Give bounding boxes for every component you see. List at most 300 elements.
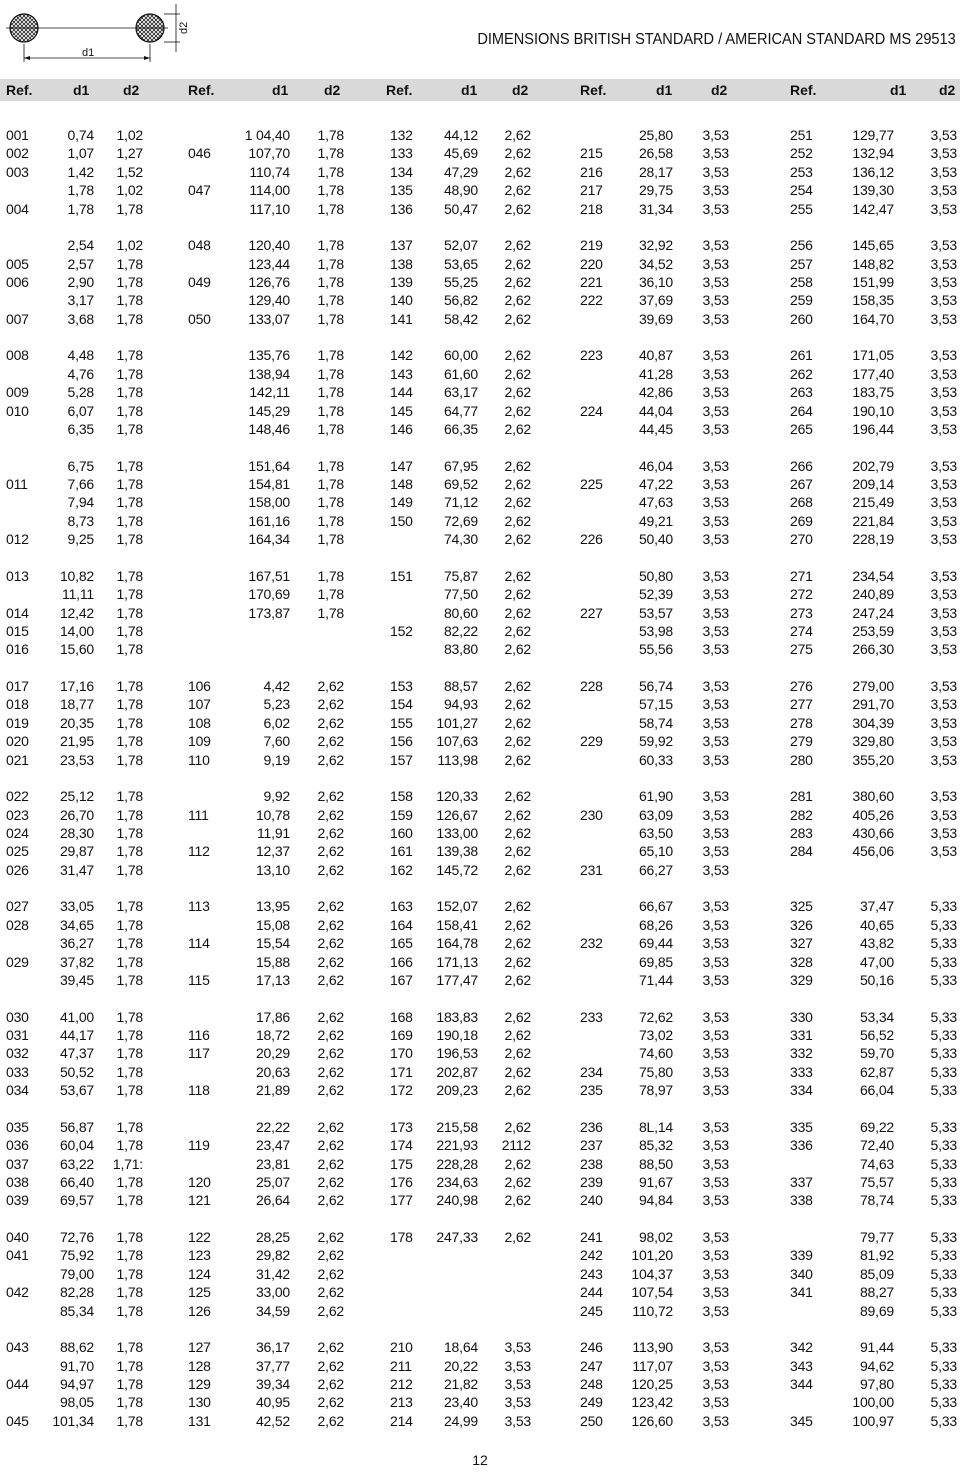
table-cell: 339 bbox=[790, 1247, 813, 1264]
dimensions-table bbox=[0, 126, 960, 1446]
table-cell: 147 bbox=[390, 457, 413, 474]
table-cell: 017 bbox=[6, 678, 29, 694]
column-header: Ref. bbox=[790, 82, 817, 98]
table-row bbox=[0, 163, 960, 181]
column-header: Ref. bbox=[188, 82, 215, 98]
table-cell: 1,78 bbox=[116, 696, 143, 713]
table-cell: 1,78 bbox=[116, 512, 143, 529]
table-cell: 25,12 bbox=[59, 788, 94, 805]
table-cell: 1,71: bbox=[112, 1155, 143, 1172]
table-cell: 5,33 bbox=[930, 935, 957, 952]
table-cell: 29,87 bbox=[59, 843, 94, 860]
table-row bbox=[0, 824, 960, 842]
table-cell: 253,59 bbox=[852, 623, 894, 639]
table-cell: 145 bbox=[390, 402, 413, 419]
table-cell: 3,53 bbox=[702, 1155, 729, 1172]
table-cell: 21,95 bbox=[59, 733, 94, 750]
table-cell: 39,45 bbox=[59, 972, 94, 988]
table-row bbox=[0, 732, 960, 750]
table-cell: 246 bbox=[580, 1339, 603, 1356]
table-cell: 240 bbox=[580, 1192, 603, 1209]
table-row bbox=[0, 1081, 960, 1099]
table-cell: 3,53 bbox=[702, 531, 729, 548]
table-cell: 3,53 bbox=[702, 861, 729, 878]
table-cell: 2,62 bbox=[504, 494, 531, 511]
table-cell: 122 bbox=[188, 1229, 211, 1245]
table-cell: 20,22 bbox=[443, 1357, 478, 1374]
table-cell: 72,62 bbox=[638, 1008, 673, 1025]
table-cell: 3,53 bbox=[702, 237, 729, 254]
table-cell: 6,02 bbox=[263, 714, 290, 731]
table-cell: 3,53 bbox=[702, 714, 729, 731]
table-cell: 3,53 bbox=[702, 1063, 729, 1080]
table-cell: 23,53 bbox=[59, 751, 94, 768]
table-cell: 256 bbox=[790, 237, 813, 254]
column-header: Ref. bbox=[386, 82, 413, 98]
table-cell: 97,80 bbox=[859, 1376, 894, 1392]
table-cell: 3,53 bbox=[930, 365, 957, 382]
table-cell: 269 bbox=[790, 512, 813, 529]
table-cell: 329,80 bbox=[852, 733, 894, 750]
table-cell: 3,53 bbox=[930, 476, 957, 492]
table-cell: 258 bbox=[790, 274, 813, 290]
table-cell: 213 bbox=[390, 1394, 413, 1411]
table-cell: 031 bbox=[6, 1027, 29, 1043]
table-cell: 1,78 bbox=[317, 347, 344, 364]
table-cell: 3,53 bbox=[702, 641, 729, 658]
table-cell: 94,93 bbox=[443, 696, 478, 713]
table-cell: 277 bbox=[790, 696, 813, 713]
table-cell: 3,53 bbox=[702, 255, 729, 272]
table-cell: 2,90 bbox=[67, 274, 94, 290]
table-cell: 3,53 bbox=[930, 843, 957, 860]
table-row bbox=[0, 971, 960, 989]
table-cell: 2,57 bbox=[67, 255, 94, 272]
table-cell: 260 bbox=[790, 310, 813, 327]
table-cell: 281 bbox=[790, 788, 813, 805]
table-cell: 44,45 bbox=[638, 421, 673, 437]
table-cell: 190,18 bbox=[436, 1027, 478, 1043]
table-cell: 50,16 bbox=[859, 972, 894, 988]
table-cell: 029 bbox=[6, 953, 29, 970]
table-cell: 74,63 bbox=[859, 1155, 894, 1172]
table-row bbox=[0, 1412, 960, 1430]
table-row bbox=[0, 126, 960, 144]
table-cell: 3,53 bbox=[702, 292, 729, 309]
table-cell: 037 bbox=[6, 1155, 29, 1172]
table-cell: 3,53 bbox=[930, 586, 957, 603]
table-cell: 5,33 bbox=[930, 1376, 957, 1392]
table-cell: 47,00 bbox=[859, 953, 894, 970]
table-cell: 1,78 bbox=[317, 476, 344, 492]
table-row bbox=[0, 1283, 960, 1301]
table-row bbox=[0, 806, 960, 824]
table-cell: 333 bbox=[790, 1063, 813, 1080]
table-cell: 251 bbox=[790, 127, 813, 143]
table-cell: 152,07 bbox=[436, 898, 478, 915]
table-cell: 12,37 bbox=[255, 843, 290, 860]
table-cell: 143 bbox=[390, 365, 413, 382]
table-cell: 1,78 bbox=[116, 1284, 143, 1301]
table-cell: 3,53 bbox=[702, 1174, 729, 1190]
table-cell: 2,62 bbox=[504, 916, 531, 933]
table-cell: 267 bbox=[790, 476, 813, 492]
table-cell: 5,33 bbox=[930, 1174, 957, 1190]
table-cell: 167 bbox=[390, 972, 413, 988]
table-cell: 043 bbox=[6, 1339, 29, 1356]
table-cell: 6,75 bbox=[67, 457, 94, 474]
table-cell: 3,53 bbox=[930, 421, 957, 437]
table-cell: 2,62 bbox=[317, 1302, 344, 1319]
table-cell: 155 bbox=[390, 714, 413, 731]
table-cell: 2,62 bbox=[504, 274, 531, 290]
table-cell: 241 bbox=[580, 1229, 603, 1245]
table-row bbox=[0, 181, 960, 199]
table-cell: 135,76 bbox=[248, 347, 290, 364]
table-cell: 3,53 bbox=[702, 1082, 729, 1099]
table-cell: 50,40 bbox=[638, 531, 673, 548]
table-cell: 3,53 bbox=[702, 1339, 729, 1356]
table-cell: 1,78 bbox=[116, 567, 143, 584]
table-cell: 276 bbox=[790, 678, 813, 694]
table-cell: 023 bbox=[6, 806, 29, 823]
table-cell: 1,78 bbox=[116, 1045, 143, 1062]
table-cell: 9,19 bbox=[263, 751, 290, 768]
table-cell: 118 bbox=[188, 1082, 210, 1099]
table-cell: 3,53 bbox=[930, 145, 957, 162]
table-cell: 291,70 bbox=[852, 696, 894, 713]
table-cell: 163 bbox=[390, 898, 413, 915]
table-cell: 48,90 bbox=[443, 182, 478, 199]
table-row bbox=[0, 273, 960, 291]
table-cell: 1,78 bbox=[317, 567, 344, 584]
table-cell: 2,62 bbox=[504, 1063, 531, 1080]
table-cell: 113,98 bbox=[437, 751, 478, 768]
table-cell: 5,33 bbox=[930, 1247, 957, 1264]
table-cell: 335 bbox=[790, 1118, 813, 1135]
table-cell: 159 bbox=[390, 806, 413, 823]
table-cell: 230 bbox=[580, 806, 603, 823]
table-cell: 138 bbox=[390, 255, 413, 272]
table-cell: 5,33 bbox=[930, 1045, 957, 1062]
table-row bbox=[0, 365, 960, 383]
table-row bbox=[0, 585, 960, 603]
table-cell: 328 bbox=[790, 953, 813, 970]
table-cell: 2,62 bbox=[504, 237, 531, 254]
table-cell: 343 bbox=[790, 1357, 813, 1374]
table-cell: 3,53 bbox=[702, 916, 729, 933]
table-cell: 1,78 bbox=[116, 1192, 143, 1209]
table-cell: 145,65 bbox=[852, 237, 894, 254]
table-cell: 88,27 bbox=[859, 1284, 894, 1301]
table-cell: 3,53 bbox=[702, 696, 729, 713]
table-row bbox=[0, 457, 960, 475]
table-cell: 158,41 bbox=[436, 916, 478, 933]
table-cell: 150 bbox=[390, 512, 413, 529]
table-cell: 226 bbox=[580, 531, 603, 548]
table-cell: 3,53 bbox=[930, 641, 957, 658]
table-cell: 3,53 bbox=[930, 733, 957, 750]
table-cell: 36,17 bbox=[255, 1339, 290, 1356]
table-cell: 37,82 bbox=[59, 953, 94, 970]
table-cell: 2,62 bbox=[317, 733, 344, 750]
table-cell: 120,33 bbox=[436, 788, 478, 805]
table-cell: 137 bbox=[390, 237, 413, 254]
table-cell: 2,62 bbox=[504, 935, 531, 952]
table-cell: 74,60 bbox=[638, 1045, 673, 1062]
table-cell: 007 bbox=[6, 310, 29, 327]
table-cell: 98,05 bbox=[59, 1394, 94, 1411]
table-cell: 3,53 bbox=[702, 935, 729, 952]
table-cell: 44,17 bbox=[59, 1027, 94, 1043]
table-cell: 50,52 bbox=[59, 1063, 94, 1080]
table-cell: 1,78 bbox=[317, 182, 344, 199]
table-cell: 2,62 bbox=[317, 1247, 344, 1264]
table-cell: 215,58 bbox=[436, 1118, 478, 1135]
table-cell: 238 bbox=[580, 1155, 603, 1172]
table-cell: 52,39 bbox=[638, 586, 673, 603]
table-cell: 13,95 bbox=[255, 898, 290, 915]
table-cell: 033 bbox=[6, 1063, 29, 1080]
table-cell: 1,78 bbox=[116, 421, 143, 437]
table-cell: 006 bbox=[6, 274, 29, 290]
table-row bbox=[0, 1357, 960, 1375]
table-cell: 278 bbox=[790, 714, 813, 731]
table-cell: 29,75 bbox=[638, 182, 673, 199]
table-cell: 1,78 bbox=[116, 310, 143, 327]
table-row bbox=[0, 346, 960, 364]
table-cell: 26,58 bbox=[638, 145, 673, 162]
table-cell: 1,78 bbox=[317, 365, 344, 382]
table-cell: 72,69 bbox=[443, 512, 478, 529]
table-cell: 3,53 bbox=[702, 421, 729, 437]
table-cell: 1,78 bbox=[116, 1412, 143, 1429]
table-cell: 261 bbox=[790, 347, 813, 364]
table-cell: 3,53 bbox=[930, 751, 957, 768]
table-row bbox=[0, 714, 960, 732]
table-cell: 57,15 bbox=[638, 696, 673, 713]
table-cell: 1,78 bbox=[116, 1008, 143, 1025]
column-header: Ref. bbox=[6, 82, 33, 98]
table-cell: 31,47 bbox=[59, 861, 94, 878]
table-cell: 001 bbox=[6, 127, 29, 143]
table-cell: 61,90 bbox=[638, 788, 673, 805]
table-cell: 108 bbox=[188, 714, 211, 731]
table-cell: 3,53 bbox=[504, 1376, 531, 1392]
table-header bbox=[0, 79, 960, 101]
table-row bbox=[0, 640, 960, 658]
table-cell: 42,86 bbox=[638, 384, 673, 401]
table-cell: 171 bbox=[390, 1063, 413, 1080]
table-cell: 2,62 bbox=[504, 1027, 531, 1043]
table-cell: 1,78 bbox=[317, 163, 344, 180]
table-cell: 79,00 bbox=[59, 1265, 94, 1282]
table-cell: 81,92 bbox=[859, 1247, 894, 1264]
table-cell: 1,78 bbox=[317, 200, 344, 217]
table-cell: 2,62 bbox=[317, 935, 344, 952]
table-cell: 027 bbox=[6, 898, 29, 915]
table-cell: 3,53 bbox=[702, 365, 729, 382]
table-cell: 141 bbox=[390, 310, 413, 327]
table-cell: 74,30 bbox=[443, 531, 478, 548]
table-cell: 3,53 bbox=[504, 1394, 531, 1411]
table-cell: 3,53 bbox=[702, 825, 729, 841]
table-cell: 024 bbox=[6, 825, 29, 841]
table-cell: 1,78 bbox=[116, 494, 143, 511]
table-row bbox=[0, 1393, 960, 1411]
table-cell: 1,78 bbox=[317, 512, 344, 529]
table-cell: 183,75 bbox=[852, 384, 894, 401]
table-cell: 75,87 bbox=[443, 567, 478, 584]
table-cell: 3,53 bbox=[930, 623, 957, 639]
table-cell: 101,34 bbox=[52, 1412, 94, 1429]
table-cell: 20,63 bbox=[255, 1063, 290, 1080]
table-row bbox=[0, 695, 960, 713]
table-cell: 1,78 bbox=[116, 788, 143, 805]
table-cell: 304,39 bbox=[852, 714, 894, 731]
table-cell: 158,35 bbox=[852, 292, 894, 309]
table-cell: 49,21 bbox=[638, 512, 673, 529]
table-cell: 268 bbox=[790, 494, 813, 511]
table-cell: 3,53 bbox=[702, 1192, 729, 1209]
table-cell: 7,60 bbox=[263, 733, 290, 750]
table-cell: 100,00 bbox=[852, 1394, 894, 1411]
table-cell: 279 bbox=[790, 733, 813, 750]
table-cell: 2,62 bbox=[504, 163, 531, 180]
table-cell: 164,70 bbox=[852, 310, 894, 327]
table-cell: 40,87 bbox=[638, 347, 673, 364]
table-cell: 234 bbox=[580, 1063, 603, 1080]
table-cell: 3,53 bbox=[702, 145, 729, 162]
table-cell: 005 bbox=[6, 255, 29, 272]
table-cell: 004 bbox=[6, 200, 29, 217]
table-cell: 271 bbox=[790, 567, 813, 584]
table-cell: 2,62 bbox=[317, 1265, 344, 1282]
table-cell: 1,78 bbox=[116, 843, 143, 860]
table-cell: 2,62 bbox=[317, 861, 344, 878]
table-cell: 341 bbox=[790, 1284, 813, 1301]
table-cell: 247,24 bbox=[852, 604, 894, 621]
table-cell: 170 bbox=[390, 1045, 413, 1062]
table-cell: 016 bbox=[6, 641, 29, 658]
table-cell: 3,53 bbox=[702, 623, 729, 639]
table-row bbox=[0, 236, 960, 254]
page-title: DIMENSIONS BRITISH STANDARD / AMERICAN STANDARD MS 29513 bbox=[477, 31, 956, 48]
table-cell: 249 bbox=[580, 1394, 603, 1411]
table-cell: 266 bbox=[790, 457, 813, 474]
table-row bbox=[0, 787, 960, 805]
table-cell: 1,78 bbox=[116, 1137, 143, 1154]
table-cell: 85,34 bbox=[59, 1302, 94, 1319]
table-cell: 2,62 bbox=[317, 1357, 344, 1374]
table-cell: 1,78 bbox=[317, 421, 344, 437]
table-cell: 37,77 bbox=[255, 1357, 290, 1374]
table-cell: 1,78 bbox=[317, 586, 344, 603]
table-cell: 3,53 bbox=[930, 604, 957, 621]
table-cell: 2,62 bbox=[504, 145, 531, 162]
table-cell: 2,62 bbox=[317, 916, 344, 933]
table-cell: 3,53 bbox=[702, 788, 729, 805]
table-cell: 021 bbox=[6, 751, 29, 768]
table-cell: 5,23 bbox=[263, 696, 290, 713]
table-cell: 1,78 bbox=[116, 1027, 143, 1043]
table-cell: 020 bbox=[6, 733, 29, 750]
table-cell: 2,62 bbox=[504, 531, 531, 548]
table-cell: 1,78 bbox=[317, 531, 344, 548]
table-cell: 209,14 bbox=[852, 476, 894, 492]
table-cell: 1,02 bbox=[116, 182, 143, 199]
table-cell: 2,62 bbox=[317, 1082, 344, 1099]
table-cell: 015 bbox=[6, 623, 29, 639]
table-cell: 3,53 bbox=[702, 1376, 729, 1392]
table-cell: 53,34 bbox=[859, 1008, 894, 1025]
table-cell: 10,78 bbox=[255, 806, 290, 823]
table-cell: 257 bbox=[790, 255, 813, 272]
table-cell: 3,53 bbox=[930, 182, 957, 199]
table-cell: 1,78 bbox=[116, 531, 143, 548]
table-cell: 152 bbox=[390, 623, 413, 639]
table-cell: 034 bbox=[6, 1082, 29, 1099]
table-row bbox=[0, 1136, 960, 1154]
table-cell: 3,53 bbox=[930, 237, 957, 254]
table-cell: 37,47 bbox=[859, 898, 894, 915]
table-cell: 53,57 bbox=[638, 604, 673, 621]
table-cell: 28,30 bbox=[59, 825, 94, 841]
column-header: d1 bbox=[73, 82, 90, 98]
table-row bbox=[0, 1375, 960, 1393]
table-cell: 3,53 bbox=[930, 310, 957, 327]
table-cell: 209,23 bbox=[436, 1082, 478, 1099]
table-cell: 1,78 bbox=[67, 200, 94, 217]
table-cell: 1,78 bbox=[116, 1229, 143, 1245]
table-cell: 44,12 bbox=[443, 127, 478, 143]
table-cell: 5,33 bbox=[930, 1008, 957, 1025]
table-cell: 3,53 bbox=[930, 696, 957, 713]
table-cell: 66,27 bbox=[638, 861, 673, 878]
table-cell: 262 bbox=[790, 365, 813, 382]
table-cell: 456,06 bbox=[852, 843, 894, 860]
table-cell: 173,87 bbox=[248, 604, 290, 621]
table-cell: 3,53 bbox=[702, 1045, 729, 1062]
table-cell: 55,56 bbox=[638, 641, 673, 658]
table-cell: 177 bbox=[390, 1192, 413, 1209]
table-cell: 20,29 bbox=[255, 1045, 290, 1062]
table-cell: 36,27 bbox=[59, 935, 94, 952]
table-cell: 1,78 bbox=[116, 1063, 143, 1080]
table-cell: 164,78 bbox=[436, 935, 478, 952]
table-cell: 2,62 bbox=[504, 1045, 531, 1062]
table-cell: 1,78 bbox=[116, 384, 143, 401]
table-cell: 2,62 bbox=[504, 567, 531, 584]
table-row bbox=[0, 1044, 960, 1062]
table-cell: 1,78 bbox=[116, 1302, 143, 1319]
table-cell: 94,62 bbox=[859, 1357, 894, 1374]
table-cell: 040 bbox=[6, 1229, 29, 1245]
page-number: 12 bbox=[472, 1452, 488, 1468]
table-cell: 2,62 bbox=[504, 310, 531, 327]
table-row bbox=[0, 1008, 960, 1026]
table-cell: 56,82 bbox=[443, 292, 478, 309]
table-cell: 1,78 bbox=[67, 182, 94, 199]
table-cell: 220 bbox=[580, 255, 603, 272]
table-cell: 3,53 bbox=[702, 843, 729, 860]
table-cell: 2,62 bbox=[317, 843, 344, 860]
table-cell: 273 bbox=[790, 604, 813, 621]
table-row bbox=[0, 861, 960, 879]
table-cell: 011 bbox=[6, 476, 28, 492]
table-cell: 239 bbox=[580, 1174, 603, 1190]
table-cell: 1,78 bbox=[116, 953, 143, 970]
